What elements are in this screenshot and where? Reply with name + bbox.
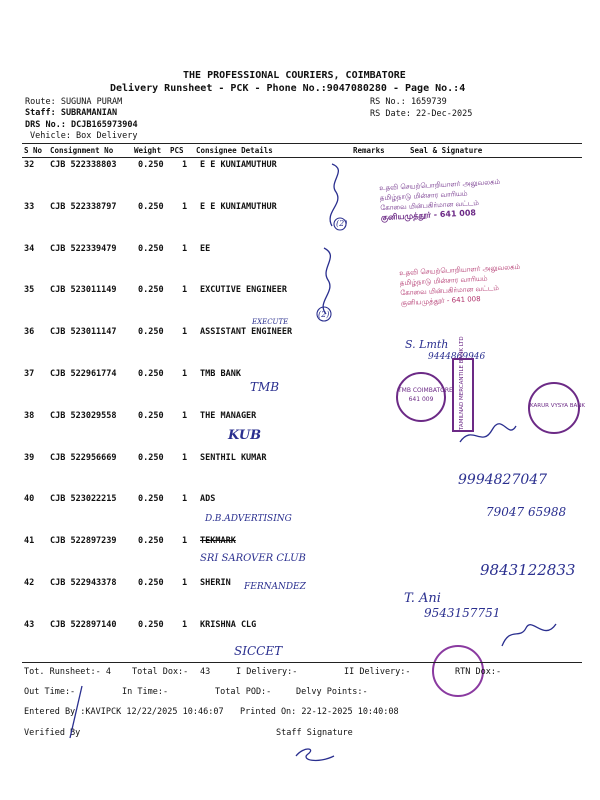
row-consignee: SHERIN [200,578,231,588]
ii-delivery: II Delivery:- [344,667,411,677]
ee-stamp-2-line3: கோவை மின்பகிர்மான வட்டம் [400,283,500,298]
tmb-round-text: TMB COIMBATORE [398,387,453,394]
verified-signature-icon [62,682,102,742]
row-pcs: 1 [182,536,188,546]
row-consignee: SENTHIL KUMAR [200,453,267,463]
total-dox-value: 43 [200,667,211,677]
row-weight: 0.250 [138,160,164,170]
ee-stamp-1-line3: கோவை மின்பகிர்மான வட்டம் [380,198,480,213]
printed-on: Printed On: 22-12-2025 10:40:08 [240,707,399,717]
row-pcs: 1 [182,578,188,588]
col-sno: S No [24,146,43,155]
row-sno: 36 [24,327,35,337]
row-weight: 0.250 [138,327,164,337]
row-consignment: CJB 522339479 [50,244,117,254]
ee-stamp-1-line1: உதவி செயற்பொறியாளர் அலுவலகம் [379,177,501,193]
row-consignment: CJB 523022215 [50,494,117,504]
row-weight: 0.250 [138,494,164,504]
row-weight: 0.250 [138,202,164,212]
tmb-round-stamp [396,372,453,422]
row-pcs: 1 [182,494,188,504]
row-consignee: KRISHNA CLG [200,620,257,630]
row-sno: 38 [24,411,35,421]
company-title: THE PROFESSIONAL COURIERS, COIMBATORE [183,70,406,81]
row-pcs: 1 [182,369,188,379]
row-weight: 0.250 [138,578,164,588]
row-consignee: THE MANAGER [200,411,257,421]
vehicle-label: Vehicle: Box Delivery [30,131,138,141]
col-pcs: PCS [170,146,184,155]
hand-mark-1: (2) [336,219,348,228]
col-consignee: Consignee Details [196,146,273,155]
hand-mark-2: (2) [318,310,330,319]
hand-tmb: TMB [250,380,280,394]
signature-38-icon [458,420,518,450]
row-consignee: EE [200,244,211,254]
i-delivery: I Delivery:- [236,667,298,677]
staff-signature-label: Staff Signature [276,728,353,738]
row-sno: 39 [24,453,35,463]
row-sno: 42 [24,578,35,588]
row-consignee: TEKMARK [200,536,236,546]
row-consignee: EXCUTIVE ENGINEER [200,285,287,295]
row-pcs: 1 [182,202,188,212]
row-weight: 0.250 [138,536,164,546]
hand-name-s: S. Lmth [405,338,449,351]
row-weight: 0.250 [138,453,164,463]
row-sno: 35 [24,285,35,295]
row-weight: 0.250 [138,411,164,421]
row-sno: 32 [24,160,35,170]
ee-stamp-1 [379,177,502,223]
rs-date-label: RS Date: 22-Dec-2025 [370,109,473,119]
hand-name-t: T. Ani [404,591,441,606]
row-consignee: ASSISTANT ENGINEER [200,327,293,337]
kub-round-stamp: KARUR VYSYA BANK [528,382,580,434]
row-consignment: CJB 522943378 [50,578,117,588]
row-consignment: CJB 522956669 [50,453,117,463]
row-pcs: 1 [182,327,188,337]
row-sno: 43 [24,620,35,630]
row-weight: 0.250 [138,285,164,295]
ee-stamp-2 [399,262,522,308]
hand-phone5: 9444869946 [428,352,486,362]
hand-executive: EXECUTE [252,318,289,326]
hand-sicc: SICCET [234,644,283,658]
hand-kub: KUB [228,428,262,443]
rtn-dox: RTN Dox:- [455,667,502,677]
row-sno: 34 [24,244,35,254]
ee-stamp-1-line4: குனியமுத்தூர் - 641 008 [380,208,477,223]
total-dox-label: Total Dox:- [132,667,189,677]
row-pcs: 1 [182,620,188,630]
row-pcs: 1 [182,244,188,254]
row-sno: 40 [24,494,35,504]
verified-by: Verified By [24,728,81,738]
ee-stamp-2-line2: தமிழ்நாடு மின்சார வாரியம் [399,274,488,288]
hand-phone3: 9843122833 [480,561,576,579]
hand-phone1: 9994827047 [458,472,548,488]
row-consignment: CJB 523011149 [50,285,117,295]
col-seal: Seal & Signature [410,146,483,155]
hand-phone2: 79047 65988 [486,505,567,519]
row-consignment: CJB 522338803 [50,160,117,170]
row-sno: 33 [24,202,35,212]
row-consignment: CJB 523029558 [50,411,117,421]
hand-db-advertising: D.B.ADVERTISING [205,514,292,524]
row-consignee: E E KUNIAMUTHUR [200,202,277,212]
total-pod: Total POD:- [215,687,272,697]
tmb-round-sub: 641 009 [408,396,434,403]
bracket-mark-icon [318,160,358,240]
delvy-points: Delvy Points:- [296,687,368,697]
staff-label: Staff: SUBRAMANIAN [25,108,118,118]
row-sno: 41 [24,536,35,546]
tmb-rect-stamp: TAMILNAD MERCANTILE BANK LTD [452,358,474,432]
rs-no-label: RS No.: 1659739 [370,97,447,107]
row-consignee: ADS [200,494,216,504]
ee-stamp-2-line4: குனியமுத்தூர் - 641 008 [400,294,481,308]
col-weight: Weight [134,146,162,155]
drs-label: DRS No.: DCJB165973904 [25,120,138,130]
footer-rule [22,662,582,663]
row-consignment: CJB 522338797 [50,202,117,212]
entered-by: Entered By :KAVIPCK 12/22/2025 10:46:07 [24,707,224,717]
header-rule-top [22,143,582,144]
in-time: In Time:- [122,687,169,697]
col-consignment: Consignment No [50,146,114,155]
row-weight: 0.250 [138,369,164,379]
ee-stamp-2-line1: உதவி செயற்பொறியாளர் அலுவலகம் [399,262,521,278]
row-consignment: CJB 522897140 [50,620,117,630]
runsheet-subtitle: Delivery Runsheet - PCK - Phone No.:9047080280 - Page No.:4 [110,83,466,94]
row-weight: 0.250 [138,244,164,254]
row-pcs: 1 [182,453,188,463]
hand-fernandez: FERNANDEZ [244,582,306,592]
row-pcs: 1 [182,411,188,421]
row-pcs: 1 [182,160,188,170]
row-sno: 37 [24,369,35,379]
row-weight: 0.250 [138,620,164,630]
route-label: Route: SUGUNA PURAM [25,97,123,107]
row-consignment: CJB 522961774 [50,369,117,379]
ee-stamp-1-line2: தமிழ்நாடு மின்சார வாரியம் [379,189,468,203]
hand-srisarover: SRI SAROVER CLUB [200,553,306,564]
out-time: Out Time:- [24,687,76,697]
hand-phone4: 9543157751 [424,606,501,620]
signature-43-icon [500,620,560,650]
tot-runsheet: Tot. Runsheet:- 4 [24,667,111,677]
staff-signature-icon [290,742,340,768]
col-remarks: Remarks [353,146,385,155]
row-consignee: TMB BANK [200,369,241,379]
row-consignment: CJB 522897239 [50,536,117,546]
row-consignment: CJB 523011147 [50,327,117,337]
row-consignee: E E KUNIAMUTHUR [200,160,277,170]
row-pcs: 1 [182,285,188,295]
header-rule-bottom [22,157,582,158]
